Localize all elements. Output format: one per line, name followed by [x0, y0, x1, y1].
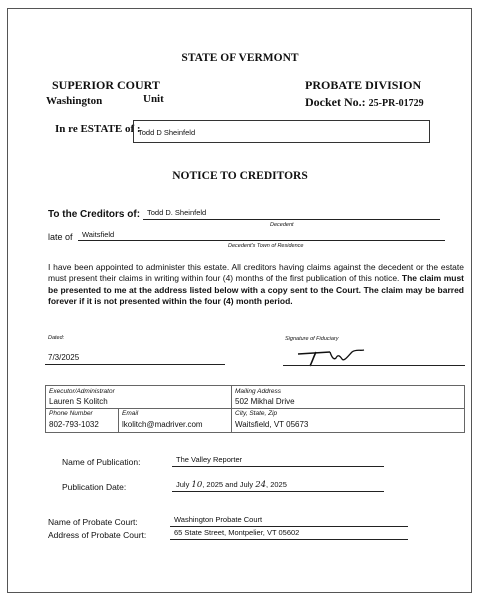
probate-court-name-line: [170, 526, 408, 527]
publication-date-text-1: July: [176, 480, 192, 489]
dated-line: [45, 364, 225, 365]
probate-court-address-line: [170, 539, 408, 540]
email-label: Email: [122, 410, 139, 417]
signature-image: [290, 340, 380, 368]
estate-name-field[interactable]: [133, 120, 430, 143]
notice-title: NOTICE TO CREDITORS: [172, 170, 308, 182]
probate-court-address-label: Address of Probate Court:: [48, 530, 147, 540]
publication-name-label: Name of Publication:: [62, 457, 141, 467]
division-name: PROBATE DIVISION: [305, 78, 422, 92]
publication-date-handwritten-2: 24: [255, 480, 267, 490]
estate-label: In re ESTATE of :: [55, 123, 141, 135]
docket-label: Docket No.:: [305, 95, 366, 109]
probate-court-name-label: Name of Probate Court:: [48, 517, 138, 527]
executor-name: Lauren S Kolitch: [49, 397, 108, 406]
docket-number: 25-PR-01729: [368, 98, 424, 109]
decedent-caption: Decedent: [270, 222, 294, 228]
unit-label: Unit: [143, 93, 164, 105]
phone-value: 802-793-1032: [49, 420, 99, 429]
city-state-zip-label: City, State, Zip: [235, 410, 278, 417]
city-state-zip-value: Waitsfield, VT 05673: [235, 420, 309, 429]
probate-court-address-value: 65 State Street, Montpelier, VT 05602: [174, 528, 300, 537]
decedent-name-line: [143, 219, 440, 220]
publication-date-line: [172, 491, 384, 492]
county-name: Washington: [46, 95, 103, 107]
publication-date-handwritten-1: 10: [191, 480, 203, 490]
publication-date-label: Publication Date:: [62, 482, 127, 492]
email-value: lkolitch@madriver.com: [122, 420, 203, 429]
probate-court-name-value: Washington Probate Court: [174, 515, 263, 524]
document-title: STATE OF VERMONT: [181, 52, 299, 64]
signature-line: [283, 365, 465, 366]
signature-label: Signature of Fiduciary: [285, 336, 339, 342]
court-name: SUPERIOR COURT: [52, 78, 160, 92]
phone-label: Phone Number: [49, 410, 93, 417]
notice-body-text: I have been appointed to administer this estate. All creditors having claims against the decedent or the estate must present their claims in writing within four (4) months of the first publication of this notice.: [48, 262, 464, 284]
mailing-address-label: Mailing Address: [235, 388, 282, 395]
publication-name-line: [172, 466, 384, 467]
town-caption: Decedent's Town of Residence: [228, 243, 304, 249]
estate-name-value: Todd D Sheinfeld: [138, 128, 196, 137]
docket-line: [305, 95, 424, 110]
executor-label: Executor/Administrator: [49, 388, 115, 395]
decedent-name-value: Todd D. Sheinfeld: [147, 208, 207, 217]
dated-value: 7/3/2025: [48, 353, 80, 362]
mailing-address-value: 502 Mikhal Drive: [235, 397, 295, 406]
publication-name-value: The Valley Reporter: [176, 455, 243, 464]
town-value: Waitsfield: [82, 230, 115, 239]
creditors-label: To the Creditors of:: [48, 209, 141, 220]
publication-date-text-2: , 2025 and July: [202, 480, 256, 489]
fiduciary-table: [45, 385, 465, 433]
late-of-label: late of: [48, 232, 73, 242]
notice-body-bold-text: The claim must be presented to me at the address listed below with a copy sent to the Court. The claim may be barred forever if it is not presented within the four (4) month period.: [48, 273, 465, 306]
publication-date-value: [176, 480, 287, 490]
notice-body: [48, 262, 464, 307]
publication-date-text-3: , 2025: [266, 480, 287, 489]
town-line: [78, 240, 445, 241]
dated-label: Dated:: [48, 335, 65, 341]
